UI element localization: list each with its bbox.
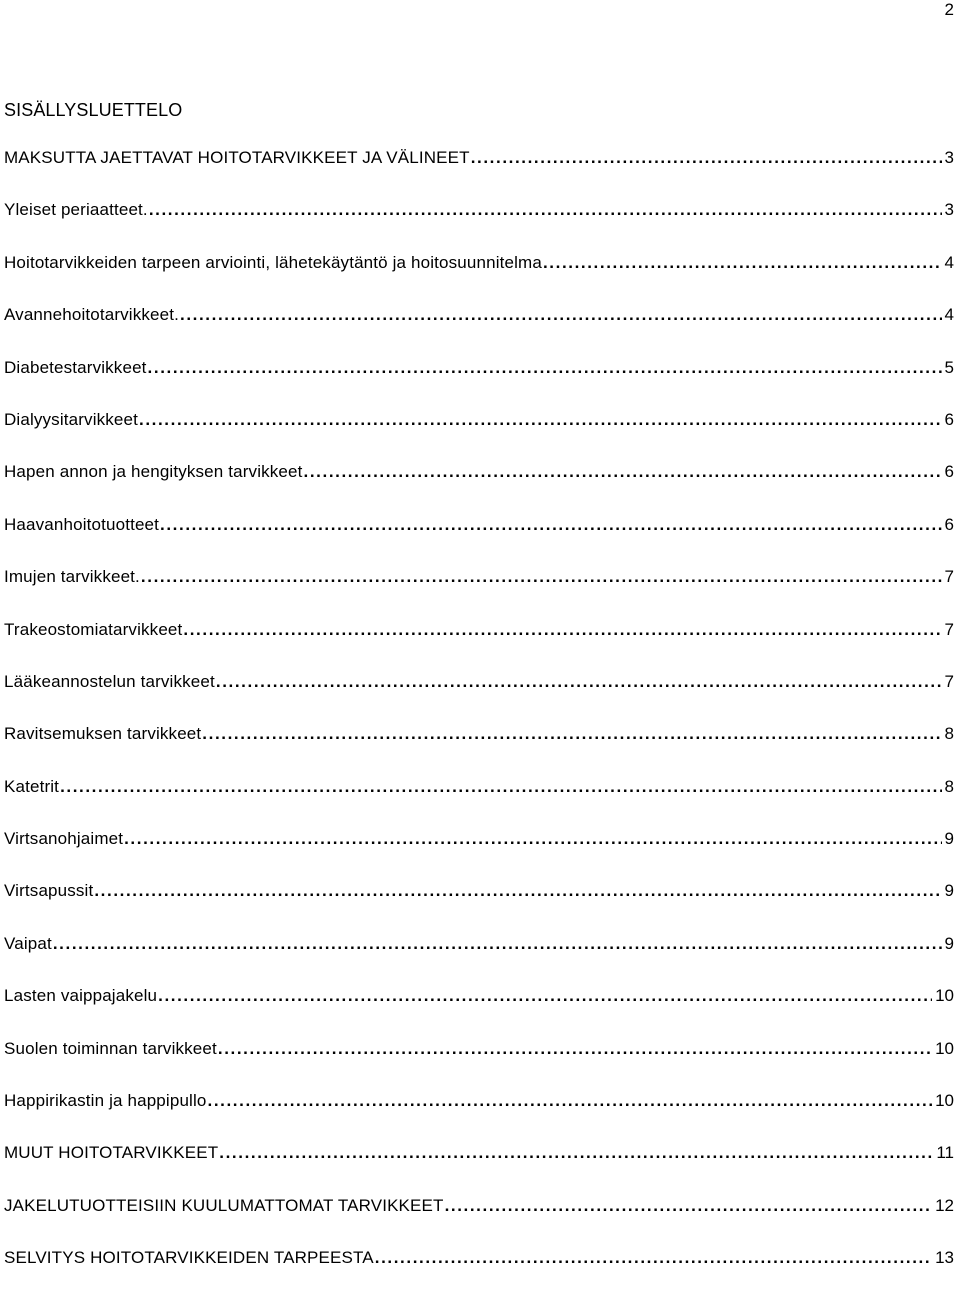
toc-entry[interactable] (4, 147, 954, 199)
toc-entry-label: Hapen annon ja hengityksen tarvikkeet (4, 462, 303, 482)
dot-leader (148, 357, 942, 379)
toc-entry-label: Suolen toiminnan tarvikkeet (4, 1038, 217, 1058)
toc-entry-label: Haavanhoitotuotteet (4, 514, 160, 534)
dot-leader (139, 409, 942, 431)
dot-leader (304, 461, 942, 483)
toc-entry[interactable] (4, 304, 954, 356)
toc-entry[interactable] (4, 252, 954, 304)
toc-entry-page: 8 (944, 776, 954, 796)
dot-leader (149, 199, 942, 221)
toc-entry[interactable] (4, 776, 954, 828)
toc-entry-page: 13 (935, 1248, 954, 1268)
toc-entry-page: 9 (944, 933, 954, 953)
toc-entry[interactable] (4, 985, 954, 1037)
toc-entry[interactable] (4, 723, 954, 775)
toc-entry-label: SELVITYS HOITOTARVIKKEIDEN TARPEESTA (4, 1248, 374, 1268)
page-number: 2 (944, 0, 954, 19)
toc-entry-page: 11 (936, 1143, 954, 1163)
toc-entry-label: Happirikastin ja happipullo (4, 1091, 207, 1111)
toc-entry[interactable] (4, 828, 954, 880)
toc-entry-label: JAKELUTUOTTEISIIN KUULUMATTOMAT TARVIKKEET (4, 1195, 444, 1215)
dot-leader (208, 1090, 933, 1112)
toc-entry-page: 7 (944, 619, 954, 639)
toc-entry[interactable] (4, 357, 954, 409)
toc-entry[interactable] (4, 1195, 954, 1247)
toc-entry[interactable] (4, 1038, 954, 1090)
toc-entry-page: 3 (944, 148, 954, 167)
toc-entry-label: Lääkeannostelun tarvikkeet (4, 671, 215, 691)
toc-entry-label: MAKSUTTA JAETTAVAT HOITOTARVIKKEET JA VÄLINEET (4, 148, 470, 167)
toc-entry-label: Katetrit (4, 776, 60, 796)
dot-leader (543, 252, 942, 274)
toc-entry[interactable] (4, 1247, 954, 1299)
dot-leader (202, 723, 941, 745)
toc-entry-page: 4 (944, 305, 954, 325)
dot-leader (183, 619, 941, 641)
toc-entry[interactable] (4, 199, 954, 251)
dot-leader (94, 880, 941, 902)
dot-leader (158, 985, 932, 1007)
toc-entry-label: Trakeostomiatarvikkeet (4, 619, 183, 639)
toc-entry-label: Virtsapussit (4, 881, 94, 901)
toc-entry-label: Virtsanohjaimet (4, 829, 124, 849)
toc-entry-label: Vaipat (4, 933, 52, 953)
dot-leader (216, 671, 942, 693)
toc-entry-label: Ravitsemuksen tarvikkeet (4, 724, 202, 744)
toc-entry-page: 7 (944, 567, 954, 587)
toc-entry[interactable] (4, 409, 954, 461)
dot-leader (471, 147, 942, 169)
toc-entry-page: 9 (944, 881, 954, 901)
dot-leader (218, 1038, 932, 1060)
toc-entry-label: Yleiset periaatteet. (4, 200, 148, 220)
toc-entry-page: 7 (944, 671, 954, 691)
toc-entry-label: Lasten vaippajakelu (4, 986, 158, 1006)
toc-entry-page: 6 (944, 514, 954, 534)
toc-entry-page: 10 (935, 1091, 954, 1111)
toc-entry-page: 8 (944, 724, 954, 744)
toc-entry[interactable] (4, 671, 954, 723)
toc-entry[interactable] (4, 880, 954, 932)
toc-entry[interactable] (4, 933, 954, 985)
toc-entry-label: Avannehoitotarvikkeet. (4, 305, 179, 325)
toc-entry-label: Dialyysitarvikkeet (4, 409, 139, 429)
toc-entry-label: Imujen tarvikkeet. (4, 567, 140, 587)
dot-leader (375, 1247, 932, 1269)
toc-entry-label: MUUT HOITOTARVIKKEET (4, 1143, 219, 1163)
toc-entry[interactable] (4, 1142, 954, 1194)
toc-list (4, 147, 954, 1300)
toc-entry[interactable] (4, 1090, 954, 1142)
dot-leader (141, 566, 942, 588)
dot-leader (160, 514, 942, 536)
toc-entry[interactable] (4, 514, 954, 566)
toc-heading: SISÄLLYSLUETTELO (4, 100, 183, 120)
toc-entry[interactable] (4, 461, 954, 513)
dot-leader (219, 1142, 933, 1164)
toc-entry-page: 10 (935, 986, 954, 1006)
dot-leader (445, 1195, 933, 1217)
toc-entry-page: 3 (944, 200, 954, 220)
toc-entry[interactable] (4, 566, 954, 618)
toc-entry-label: Hoitotarvikkeiden tarpeen arviointi, lähetekäytäntö ja hoitosuunnitelma (4, 252, 542, 272)
toc-entry-page: 9 (944, 829, 954, 849)
toc-entry-page: 5 (944, 357, 954, 377)
toc-entry[interactable] (4, 619, 954, 671)
toc-entry-page: 6 (944, 409, 954, 429)
toc-entry-page: 6 (944, 462, 954, 482)
dot-leader (124, 828, 941, 850)
toc-entry-page: 10 (935, 1038, 954, 1058)
dot-leader (53, 933, 942, 955)
dot-leader (60, 776, 941, 798)
toc-entry-page: 4 (944, 252, 954, 272)
toc-entry-page: 12 (935, 1195, 954, 1215)
dot-leader (180, 304, 942, 326)
toc-entry-label: Diabetestarvikkeet (4, 357, 147, 377)
